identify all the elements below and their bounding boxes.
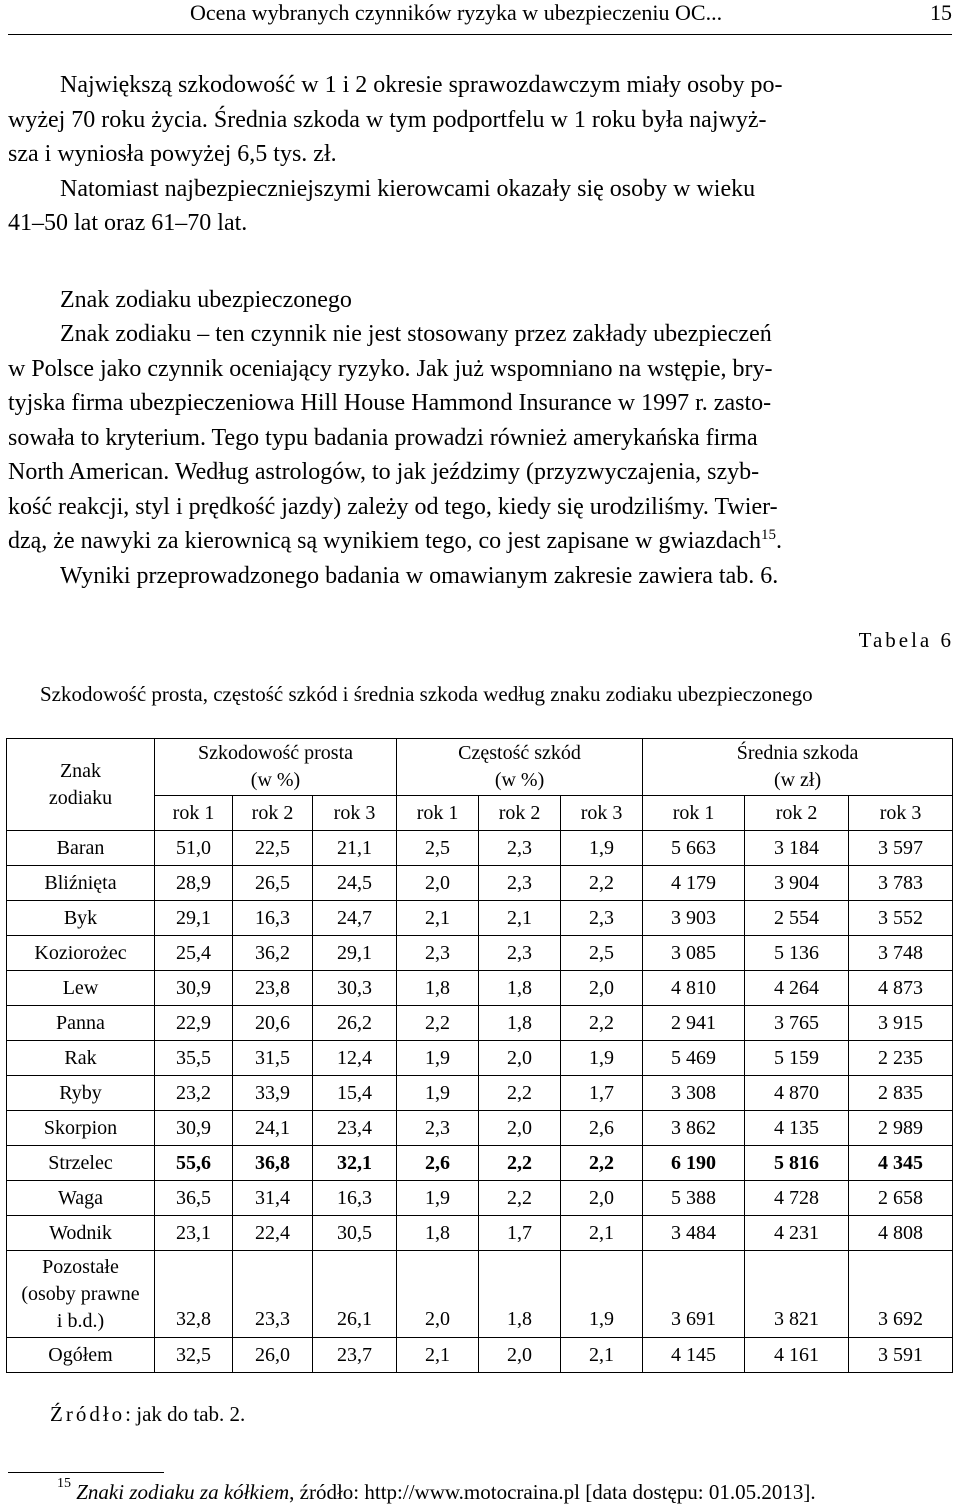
value-cell: 21,1 — [313, 831, 397, 866]
value-cell: 15,4 — [313, 1076, 397, 1111]
value-cell: 2,1 — [479, 901, 561, 936]
value-cell: 3 184 — [745, 831, 849, 866]
table-row — [7, 1041, 953, 1076]
header-sign — [7, 739, 155, 831]
value-cell: 2,3 — [479, 831, 561, 866]
table-source — [50, 1402, 245, 1427]
header-group-czestosc — [397, 739, 643, 796]
value-cell: 2,0 — [561, 1181, 643, 1216]
header-sign-line: Znak — [59, 759, 102, 782]
zodiac-sign-cell: Baran — [7, 831, 155, 866]
table-row — [7, 1146, 953, 1181]
table-row — [7, 1181, 953, 1216]
value-cell: 4 179 — [643, 866, 745, 901]
value-cell: 33,9 — [233, 1076, 313, 1111]
value-cell: 31,5 — [233, 1041, 313, 1076]
table-row — [7, 1006, 953, 1041]
table-row — [7, 831, 953, 866]
value-cell: 23,4 — [313, 1111, 397, 1146]
value-cell: 23,2 — [155, 1076, 233, 1111]
value-cell: 3 765 — [745, 1006, 849, 1041]
source-text: : jak do tab. 2. — [125, 1402, 246, 1426]
value-cell: 26,0 — [233, 1338, 313, 1373]
value-cell: 5 159 — [745, 1041, 849, 1076]
table-title: Szkodowość prosta, częstość szkód i średnia szkoda według znaku zodiaku ubezpieczonego — [40, 682, 813, 706]
text-line: kość reakcji, styl i prędkość jazdy) zależy od tego, kiedy się urodziliśmy. Twier- — [8, 493, 778, 520]
header-year: rok 3 — [561, 796, 643, 831]
text-line: 41–50 lat oraz 61–70 lat. — [8, 210, 248, 236]
value-cell: 32,5 — [155, 1338, 233, 1373]
value-cell: 28,9 — [155, 866, 233, 901]
text-line: tyjska firma ubezpieczeniowa Hill House Hammond Insurance w 1997 r. zasto- — [8, 390, 772, 416]
value-cell: 32,1 — [313, 1146, 397, 1181]
value-cell: 2,2 — [397, 1006, 479, 1041]
value-cell: 3 748 — [849, 936, 953, 971]
value-cell: 32,8 — [155, 1251, 233, 1338]
footnote-divider — [8, 1472, 164, 1473]
header-group-line: Średnia szkoda — [736, 742, 859, 764]
text-line: Największą szkodowość w 1 i 2 okresie sprawozdawczym miały osoby po- — [60, 72, 783, 98]
zodiac-sign-cell: Ryby — [7, 1076, 155, 1111]
value-cell: 1,8 — [397, 1216, 479, 1251]
text-segment: dzą, że nawyki za kierownicą są wynikiem tego, co jest zapisane w gwiazdach — [8, 528, 762, 554]
value-cell: 16,3 — [233, 901, 313, 936]
value-cell: 4 808 — [849, 1216, 953, 1251]
value-cell: 16,3 — [313, 1181, 397, 1216]
value-cell: 1,7 — [561, 1076, 643, 1111]
value-cell: 3 597 — [849, 831, 953, 866]
value-cell: 12,4 — [313, 1041, 397, 1076]
header-group-line: (w %) — [250, 769, 301, 791]
value-cell: 2,3 — [561, 901, 643, 936]
value-cell: 3 821 — [745, 1251, 849, 1338]
text-segment: . — [776, 528, 783, 554]
running-header — [8, 0, 952, 35]
value-cell: 3 691 — [643, 1251, 745, 1338]
header-year: rok 3 — [849, 796, 953, 831]
value-cell: 24,5 — [313, 866, 397, 901]
value-cell: 2 554 — [745, 901, 849, 936]
value-cell: 6 190 — [643, 1146, 745, 1181]
zodiac-sign-cell: Strzelec — [7, 1146, 155, 1181]
value-cell: 2,3 — [397, 1111, 479, 1146]
value-cell: 3 308 — [643, 1076, 745, 1111]
value-cell: 30,3 — [313, 971, 397, 1006]
value-cell: 2 235 — [849, 1041, 953, 1076]
value-cell: 20,6 — [233, 1006, 313, 1041]
value-cell: 2,1 — [397, 1338, 479, 1373]
table-row — [7, 971, 953, 1006]
value-cell: 5 469 — [643, 1041, 745, 1076]
value-cell: 1,8 — [479, 1006, 561, 1041]
zodiac-sign-line: i b.d.) — [56, 1309, 105, 1332]
value-cell: 5 136 — [745, 936, 849, 971]
value-cell: 2,1 — [561, 1216, 643, 1251]
table-row-other — [7, 1251, 953, 1338]
value-cell: 3 085 — [643, 936, 745, 971]
value-cell: 3 903 — [643, 901, 745, 936]
value-cell: 1,8 — [479, 971, 561, 1006]
value-cell: 2,1 — [397, 901, 479, 936]
paragraph-zodiac — [8, 317, 952, 593]
value-cell: 22,5 — [233, 831, 313, 866]
header-group-line: Szkodowość prosta — [198, 742, 353, 764]
value-cell: 26,2 — [313, 1006, 397, 1041]
text-line: Znak zodiaku – ten czynnik nie jest stosowany przez zakłady ubezpieczeń — [60, 321, 772, 347]
page-number: 15 — [930, 0, 952, 25]
text-line-with-ref — [8, 524, 952, 559]
value-cell: 2,2 — [479, 1146, 561, 1181]
value-cell: 1,8 — [479, 1251, 561, 1338]
value-cell: 1,9 — [397, 1181, 479, 1216]
value-cell: 24,7 — [313, 901, 397, 936]
header-year: rok 3 — [313, 796, 397, 831]
footnote-ref: 15 — [761, 527, 777, 543]
text-line: sowała to kryterium. Tego typu badania prowadzi również amerykańska firma — [8, 424, 758, 451]
value-cell: 4 161 — [745, 1338, 849, 1373]
header-year: rok 2 — [479, 796, 561, 831]
text-line: Natomiast najbezpieczniejszymi kierowcami okazały się osoby w wieku — [60, 175, 756, 202]
value-cell: 31,4 — [233, 1181, 313, 1216]
value-cell: 2,5 — [561, 936, 643, 971]
value-cell: 3 862 — [643, 1111, 745, 1146]
value-cell: 2,0 — [479, 1338, 561, 1373]
value-cell: 1,9 — [397, 1041, 479, 1076]
zodiac-sign-cell: Waga — [7, 1181, 155, 1216]
header-group-srednia — [643, 739, 953, 796]
value-cell: 4 264 — [745, 971, 849, 1006]
zodiac-sign-line: (osoby prawne — [21, 1282, 140, 1305]
value-cell: 2,3 — [479, 866, 561, 901]
table-row — [7, 901, 953, 936]
value-cell: 2,2 — [479, 1181, 561, 1216]
zodiac-sign-cell: Rak — [7, 1041, 155, 1076]
value-cell: 4 231 — [745, 1216, 849, 1251]
header-year: rok 1 — [643, 796, 745, 831]
paragraph-age-risk — [8, 68, 952, 241]
value-cell: 22,9 — [155, 1006, 233, 1041]
zodiac-sign-line: Pozostałe — [42, 1255, 119, 1278]
value-cell: 5 663 — [643, 831, 745, 866]
value-cell: 4 870 — [745, 1076, 849, 1111]
value-cell: 1,7 — [479, 1216, 561, 1251]
value-cell: 26,5 — [233, 866, 313, 901]
value-cell: 2,0 — [397, 866, 479, 901]
value-cell: 36,5 — [155, 1181, 233, 1216]
text-line: Wyniki przeprowadzonego badania w omawianym zakresie zawiera tab. 6. — [60, 562, 779, 589]
value-cell: 2,5 — [397, 831, 479, 866]
value-cell: 2,0 — [561, 971, 643, 1006]
value-cell: 4 810 — [643, 971, 745, 1006]
header-title: Ocena wybranych czynników ryzyka w ubezpieczeniu OC... — [190, 0, 723, 25]
value-cell: 1,9 — [561, 1041, 643, 1076]
value-cell: 2,0 — [479, 1041, 561, 1076]
table-row — [7, 1216, 953, 1251]
zodiac-sign-cell: Byk — [7, 901, 155, 936]
value-cell: 26,1 — [313, 1251, 397, 1338]
table-row — [7, 866, 953, 901]
value-cell: 3 484 — [643, 1216, 745, 1251]
value-cell: 3 552 — [849, 901, 953, 936]
value-cell: 1,9 — [397, 1076, 479, 1111]
value-cell: 2,6 — [397, 1146, 479, 1181]
header-group-line: (w %) — [494, 769, 545, 791]
value-cell: 55,6 — [155, 1146, 233, 1181]
value-cell: 36,2 — [233, 936, 313, 971]
value-cell: 2,2 — [561, 1146, 643, 1181]
footnote-text: , źródło: http://www.motocraina.pl [data dostępu: 01.05.2013]. — [289, 1480, 816, 1504]
value-cell: 51,0 — [155, 831, 233, 866]
header-year: rok 2 — [233, 796, 313, 831]
value-cell: 4 873 — [849, 971, 953, 1006]
zodiac-sign-cell: Wodnik — [7, 1216, 155, 1251]
footnote — [57, 1476, 816, 1505]
value-cell: 29,1 — [313, 936, 397, 971]
value-cell: 2,2 — [479, 1076, 561, 1111]
section-heading: Znak zodiaku ubezpieczonego — [60, 287, 352, 313]
value-cell: 2,1 — [561, 1338, 643, 1373]
value-cell: 4 728 — [745, 1181, 849, 1216]
value-cell: 23,1 — [155, 1216, 233, 1251]
text-line: w Polsce jako czynnik oceniający ryzyko. Jak już wspomniano na wstępie, bry- — [8, 355, 773, 382]
header-group-line: Częstość szkód — [458, 742, 581, 764]
value-cell: 2,0 — [479, 1111, 561, 1146]
value-cell: 3 915 — [849, 1006, 953, 1041]
value-cell: 4 145 — [643, 1338, 745, 1373]
value-cell: 1,8 — [397, 971, 479, 1006]
value-cell: 4 345 — [849, 1146, 953, 1181]
zodiac-sign-cell: Skorpion — [7, 1111, 155, 1146]
table-row — [7, 936, 953, 971]
value-cell: 2 658 — [849, 1181, 953, 1216]
value-cell: 25,4 — [155, 936, 233, 971]
value-cell: 2,0 — [397, 1251, 479, 1338]
value-cell: 5 816 — [745, 1146, 849, 1181]
header-year: rok 1 — [397, 796, 479, 831]
value-cell: 35,5 — [155, 1041, 233, 1076]
header-sign-line: zodiaku — [48, 786, 113, 809]
value-cell: 23,8 — [233, 971, 313, 1006]
value-cell: 30,9 — [155, 971, 233, 1006]
value-cell: 30,9 — [155, 1111, 233, 1146]
value-cell: 2,3 — [397, 936, 479, 971]
value-cell: 2,2 — [561, 1006, 643, 1041]
value-cell: 24,1 — [233, 1111, 313, 1146]
value-cell: 1,9 — [561, 1251, 643, 1338]
value-cell: 2 989 — [849, 1111, 953, 1146]
value-cell: 1,9 — [561, 831, 643, 866]
value-cell: 3 591 — [849, 1338, 953, 1373]
value-cell: 36,8 — [233, 1146, 313, 1181]
value-cell: 23,3 — [233, 1251, 313, 1338]
value-cell: 3 904 — [745, 866, 849, 901]
value-cell: 2 835 — [849, 1076, 953, 1111]
zodiac-sign-cell — [7, 1251, 155, 1338]
value-cell: 2 941 — [643, 1006, 745, 1041]
footnote-number: 15 — [57, 1476, 71, 1491]
header-group-szkodowosc — [155, 739, 397, 796]
value-cell: 3 692 — [849, 1251, 953, 1338]
header-row-groups — [7, 739, 953, 796]
value-cell: 2,2 — [561, 866, 643, 901]
value-cell: 23,7 — [313, 1338, 397, 1373]
zodiac-sign-cell: Bliźnięta — [7, 866, 155, 901]
header-group-line: (w zł) — [773, 769, 822, 791]
text-line: wyżej 70 roku życia. Średnia szkoda w tym podportfelu w 1 roku była najwyż- — [8, 106, 767, 133]
text-line: North American. Według astrologów, to jak jeździmy (przyzwyczajenia, szyb- — [8, 459, 760, 485]
table-label: Tabela 6 — [858, 628, 954, 652]
footnote-italic: Znaki zodiaku za kółkiem — [76, 1480, 290, 1504]
value-cell: 30,5 — [313, 1216, 397, 1251]
table-row — [7, 1076, 953, 1111]
source-label: Źródło — [50, 1402, 126, 1426]
zodiac-sign-cell: Ogółem — [7, 1338, 155, 1373]
value-cell: 4 135 — [745, 1111, 849, 1146]
value-cell: 29,1 — [155, 901, 233, 936]
text-line: sza i wyniosła powyżej 6,5 tys. zł. — [8, 141, 337, 167]
zodiac-sign-cell: Panna — [7, 1006, 155, 1041]
value-cell: 3 783 — [849, 866, 953, 901]
zodiac-sign-cell: Koziorożec — [7, 936, 155, 971]
table-row-total — [7, 1338, 953, 1373]
header-year: rok 1 — [155, 796, 233, 831]
value-cell: 2,6 — [561, 1111, 643, 1146]
header-year: rok 2 — [745, 796, 849, 831]
value-cell: 2,3 — [479, 936, 561, 971]
value-cell: 22,4 — [233, 1216, 313, 1251]
table-row — [7, 1111, 953, 1146]
value-cell: 5 388 — [643, 1181, 745, 1216]
zodiac-table — [6, 738, 953, 1373]
zodiac-sign-cell: Lew — [7, 971, 155, 1006]
